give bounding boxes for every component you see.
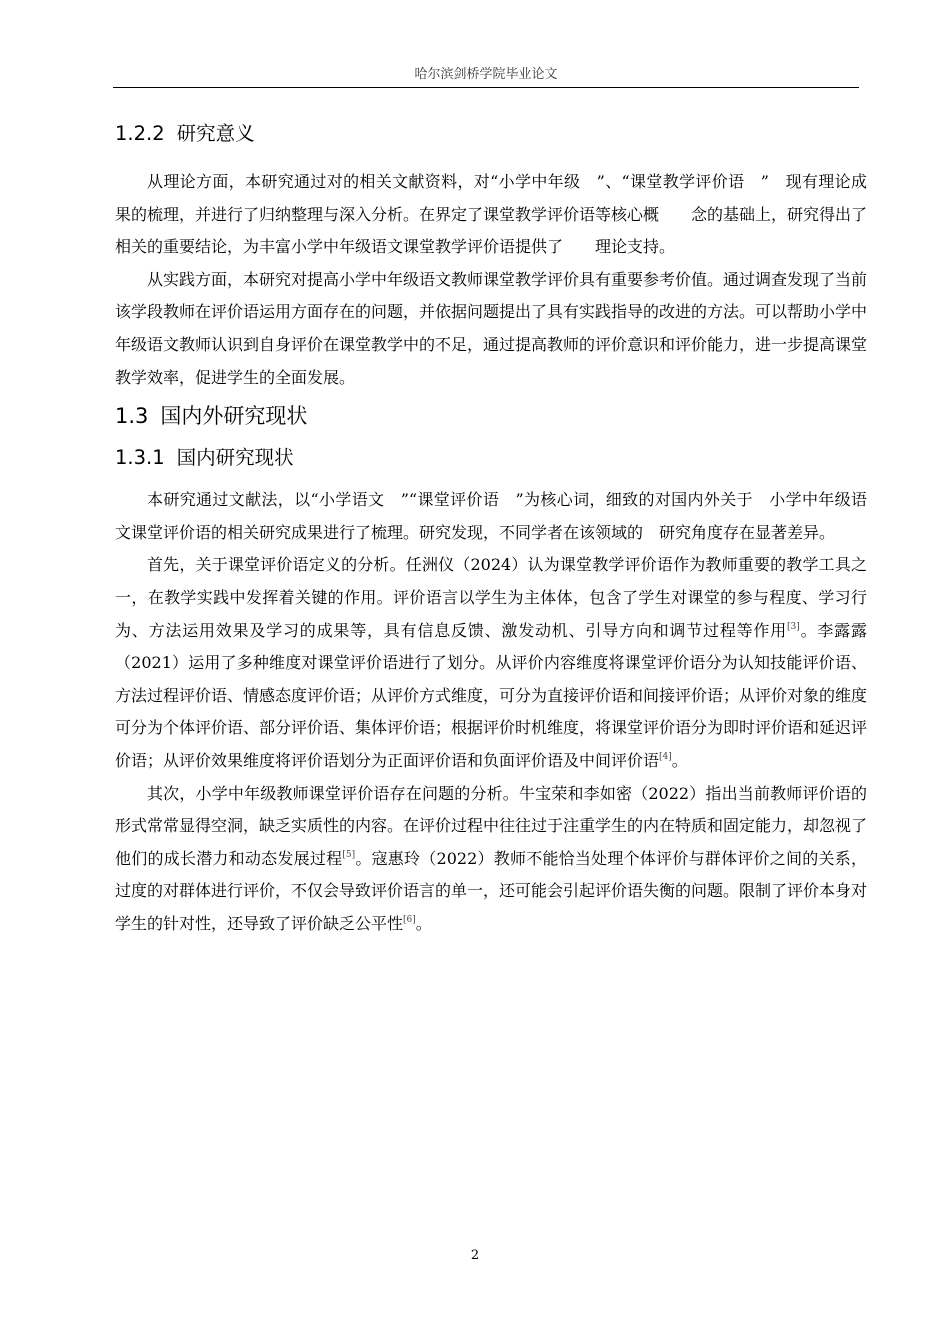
paragraph-text: 。: [671, 750, 688, 770]
paragraph-text: 。寇惠玲（2022）教师不能恰当处理个体评价与群体评价之间的关系，过度的对群体进行评价，不仅会导致评价语言的单一，还可能会引起评价语失衡的问题。限制了评价本身对学生的针对性，还导致了评价缺乏公平性: [115, 848, 868, 933]
citation-ref[interactable]: [3]: [787, 621, 800, 632]
paragraph-theory: 从理论方面，本研究通过对的相关文献资料，对“小学中年级 ”、“课堂教学评价语 ” 现有理论成果的梳理，并进行了归纳整理与深入分析。在界定了课堂教学评价语等核心概 念的基础上，研究得出了相关的重要结论，为丰富小学中年级语文课堂教学评价语提供了 理论支持。: [115, 172, 868, 257]
header-divider: [113, 87, 859, 88]
heading-title: 研究意义: [176, 122, 255, 145]
page-number: 2: [470, 1248, 480, 1263]
heading-number: 1.3.1: [115, 446, 165, 470]
page-header: 哈尔滨剑桥学院毕业论文: [414, 67, 558, 82]
heading-title: 国内外研究现状: [160, 404, 308, 429]
citation-ref[interactable]: [5]: [342, 849, 356, 860]
paragraph-practice: 从实践方面，本研究对提高小学中年级语文教师课堂教学评价具有重要参考价值。通过调查发现了当前该学段教师在评价语运用方面存在的问题，并依据问题提出了具有实践指导的改进的方法。可以帮助小学中年级语文教师认识到自身评价在课堂教学中的不足，通过提高教师的评价意识和评价能力，进一步提高课堂教学效率，促进学生的全面发展。: [115, 269, 868, 387]
heading-1-2-2: [115, 120, 867, 148]
heading-number: 1.3: [115, 404, 149, 429]
paragraph-text: 。: [415, 913, 432, 933]
paragraph-text: 其次，小学中年级教师课堂评价语存在问题的分析。牛宝荣和李如密（2022）指出当前教师评价语的形式常常显得空洞，缺乏实质性的内容。在评价过程中往往过于注重学生的内在特质和固定能力，却忽视了他们的成长潜力和动态发展过程: [115, 783, 868, 868]
paragraph-text: 首先，关于课堂评价语定义的分析。任洲仪（2024）认为课堂教学评价语作为教师重要的教学工具之一，在教学实践中发挥着关键的作用。评价语言以学生为主体体，包含了学生对课堂的参与程度、学习行为、方法运用效果及学习的成果等，具有信息反馈、激发动机、引导方向和调节过程等作用: [115, 555, 867, 640]
citation-ref[interactable]: [4]: [659, 751, 672, 762]
heading-number: 1.2.2: [115, 122, 165, 145]
paragraph-problems: [115, 778, 867, 941]
paragraph-text: 。李露露（2021）运用了多种维度对课堂评价语进行了划分。从评价内容维度将课堂评价语分为认知技能评价语、方法过程评价语、情感态度评价语；从评价方式维度，可分为直接评价语和间接评价语；从评价对象的维度可分为个体评价语、部分评价语、集体评价语；根据评价时机维度，将课堂评价语分为即时评价语和延迟评价语；从评价效果维度将评价语划分为正面评价语和负面评价语及中间评价语: [115, 620, 868, 770]
heading-1-3-1: [115, 444, 867, 472]
heading-title: 国内研究现状: [176, 446, 294, 470]
page-body: [115, 120, 867, 940]
paragraph-definition: [115, 549, 867, 777]
heading-1-3: [115, 400, 867, 432]
paragraph-method: 本研究通过文献法，以“小学语文 ”“课堂评价语 ”为核心词，细致的对国内外关于 小学中年级语文课堂评价语的相关研究成果进行了梳理。研究发现，不同学者在该领域的 研究角度存在显著差异。: [115, 490, 867, 542]
citation-ref[interactable]: [6]: [403, 914, 416, 925]
